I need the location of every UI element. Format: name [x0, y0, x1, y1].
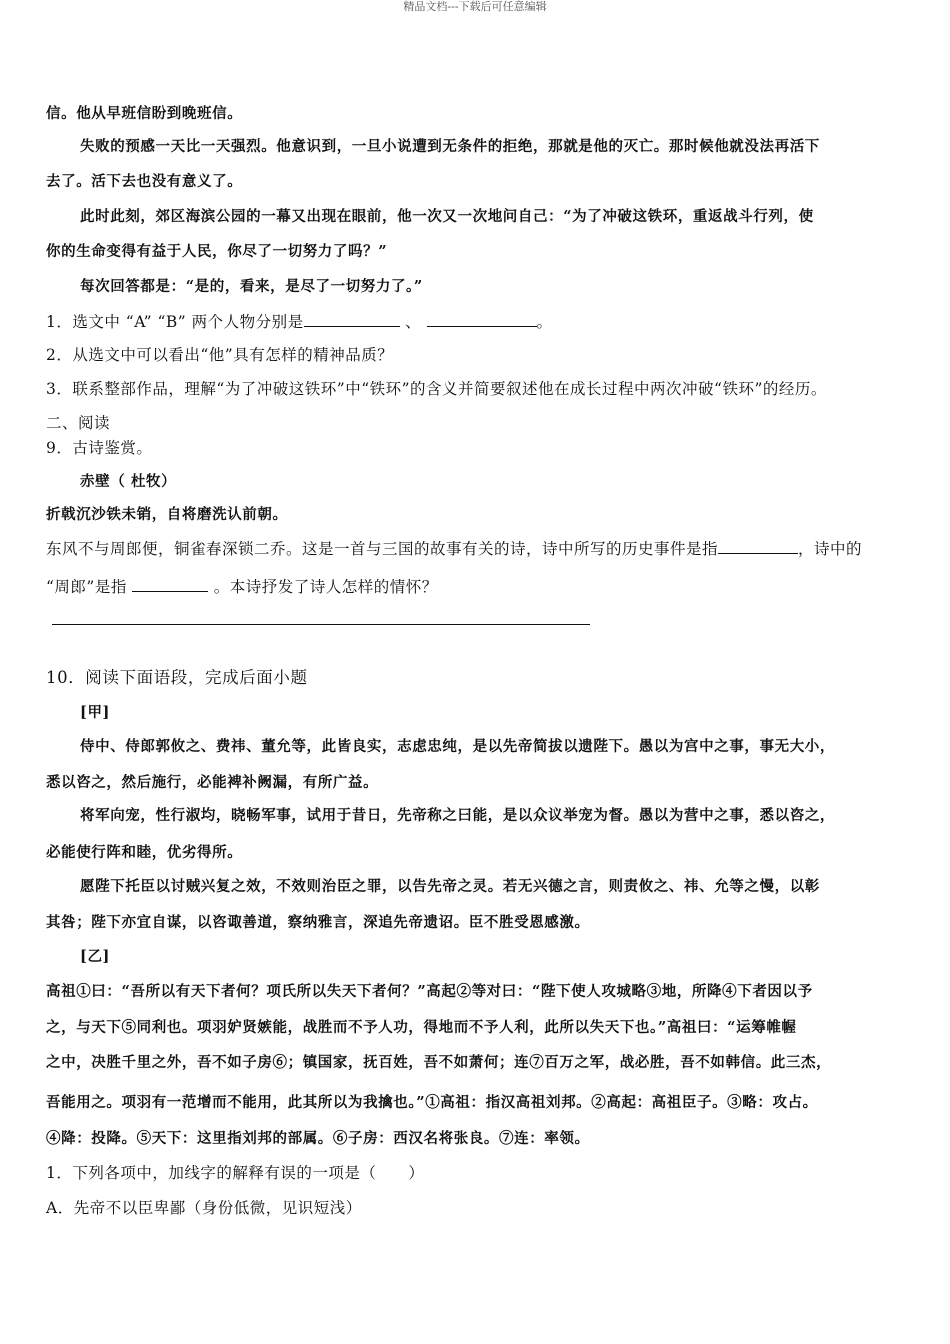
passage-line: 去了。活下去也没有意义了。 — [46, 173, 243, 190]
option-a[interactable]: A．先帝不以臣卑鄙（身份低微，见识短浅） — [46, 1199, 362, 1217]
question-1-text: 1．选文中 “A” “B” 两个人物分别是 — [46, 313, 304, 331]
question-1 — [46, 311, 553, 332]
answer-blank-event[interactable] — [718, 538, 798, 554]
poem-question-line — [46, 538, 862, 559]
passage-line: 必能使行阵和睦，优劣得所。 — [46, 844, 243, 861]
sub-question-1: 1．下列各项中，加线字的解释有误的一项是（ ） — [46, 1164, 425, 1182]
answer-blank-b[interactable] — [427, 311, 537, 327]
passage-line: 之中，决胜千里之外，吾不如子房⑥；镇国家，抚百姓，吾不如萧何；连⑦百万之军，战必胜，吾不如韩信。此三杰， — [46, 1054, 832, 1071]
question-10: 10．阅读下面语段，完成后面小题 — [46, 668, 308, 687]
passage-line: 你的生命变得有益于人民，你尽了一切努力了吗？” — [46, 243, 388, 260]
passage-line: 吾能用之。项羽有一范增而不能用，此其所以为我擒也。”①高祖：指汉高祖刘邦。②高起：高祖臣子。③略：攻占。 — [46, 1094, 818, 1111]
question-9: 9．古诗鉴赏。 — [46, 439, 153, 457]
answer-blank-a[interactable] — [304, 311, 400, 327]
passage-line: 高祖①曰：“吾所以有天下者何？项氏所以失天下者何？”高起②等对曰：“陛下使人攻城略③地，所降④下者因以予 — [46, 983, 813, 1000]
passage-line: 每次回答都是：“是的，看来，是尽了一切努力了。” — [80, 278, 423, 295]
passage-line: 愿陛下托臣以讨贼兴复之效，不效则治臣之罪，以告先帝之灵。若无兴德之言，则责攸之、祎、允等之慢，以彰 — [80, 878, 820, 895]
answer-blank-zhoulang[interactable] — [132, 576, 208, 592]
footnote-line: ④降：投降。⑤天下：这里指刘邦的部属。⑥子房：西汉名将张良。⑦连：率领。 — [46, 1130, 590, 1147]
question-3: 3．联系整部作品，理解“为了冲破这铁环”中“铁环”的含义并简要叙述他在成长过程中两次冲破“铁环”的经历。 — [46, 380, 827, 398]
poem-question-tail: 。本诗抒发了诗人怎样的情怀？ — [208, 578, 438, 596]
section-heading: 二、阅读 — [46, 414, 111, 432]
poem-question-line — [46, 576, 438, 597]
poem-question-tail: ，诗中的 — [798, 540, 863, 558]
answer-line[interactable] — [52, 624, 590, 625]
poem-question-text: 东风不与周郎便，铜雀春深锁二乔。这是一首与三国的故事有关的诗，诗中所写的历史事件是指 — [46, 540, 719, 558]
passage-line: 将军向宠，性行淑均，晓畅军事，试用于昔日，先帝称之曰能，是以众议举宠为督。愚以为营中之事，悉以咨之， — [80, 807, 835, 824]
passage-line: 失败的预感一天比一天强烈。他意识到，一旦小说遭到无条件的拒绝，那就是他的灭亡。那时候他就没法再活下 — [80, 138, 820, 155]
question-1-end: 。 — [536, 313, 553, 331]
passage-line: 之，与天下⑤同利也。项羽妒贤嫉能，战胜而不予人功，得地而不予人利，此所以失天下也。”高祖曰：“运筹帷幄 — [46, 1019, 797, 1036]
section-label-yi: [乙] — [80, 948, 111, 965]
passage-line: 侍中、侍郎郭攸之、费祎、董允等，此皆良实，志虑忠纯，是以先帝简拔以遗陛下。愚以为宫中之事，事无大小， — [80, 738, 835, 755]
passage-line: 信。他从早班信盼到晚班信。 — [46, 105, 243, 122]
passage-line: 此时此刻，郊区海滨公园的一幕又出现在眼前，他一次又一次地问自己：“为了冲破这铁环，重返战斗行列，使 — [80, 208, 814, 225]
page-header-watermark: 精品文档---下载后可任意编辑 — [403, 0, 547, 13]
section-label-jia: [甲] — [80, 704, 111, 721]
poem-line: 折戟沉沙铁未销，自将磨洗认前朝。 — [46, 506, 288, 523]
passage-line: 悉以咨之，然后施行，必能裨补阙漏，有所广益。 — [46, 774, 379, 791]
passage-line: 其咎；陛下亦宜自谋，以咨诹善道，察纳雅言，深追先帝遗诏。臣不胜受恩感激。 — [46, 914, 590, 931]
poem-title: 赤壁（ 杜牧） — [80, 473, 177, 490]
question-2: 2．从选文中可以看出“他”具有怎样的精神品质？ — [46, 346, 394, 364]
poem-question-text: “周郎”是指 — [46, 578, 133, 596]
question-1-separator: 、 — [405, 313, 422, 331]
